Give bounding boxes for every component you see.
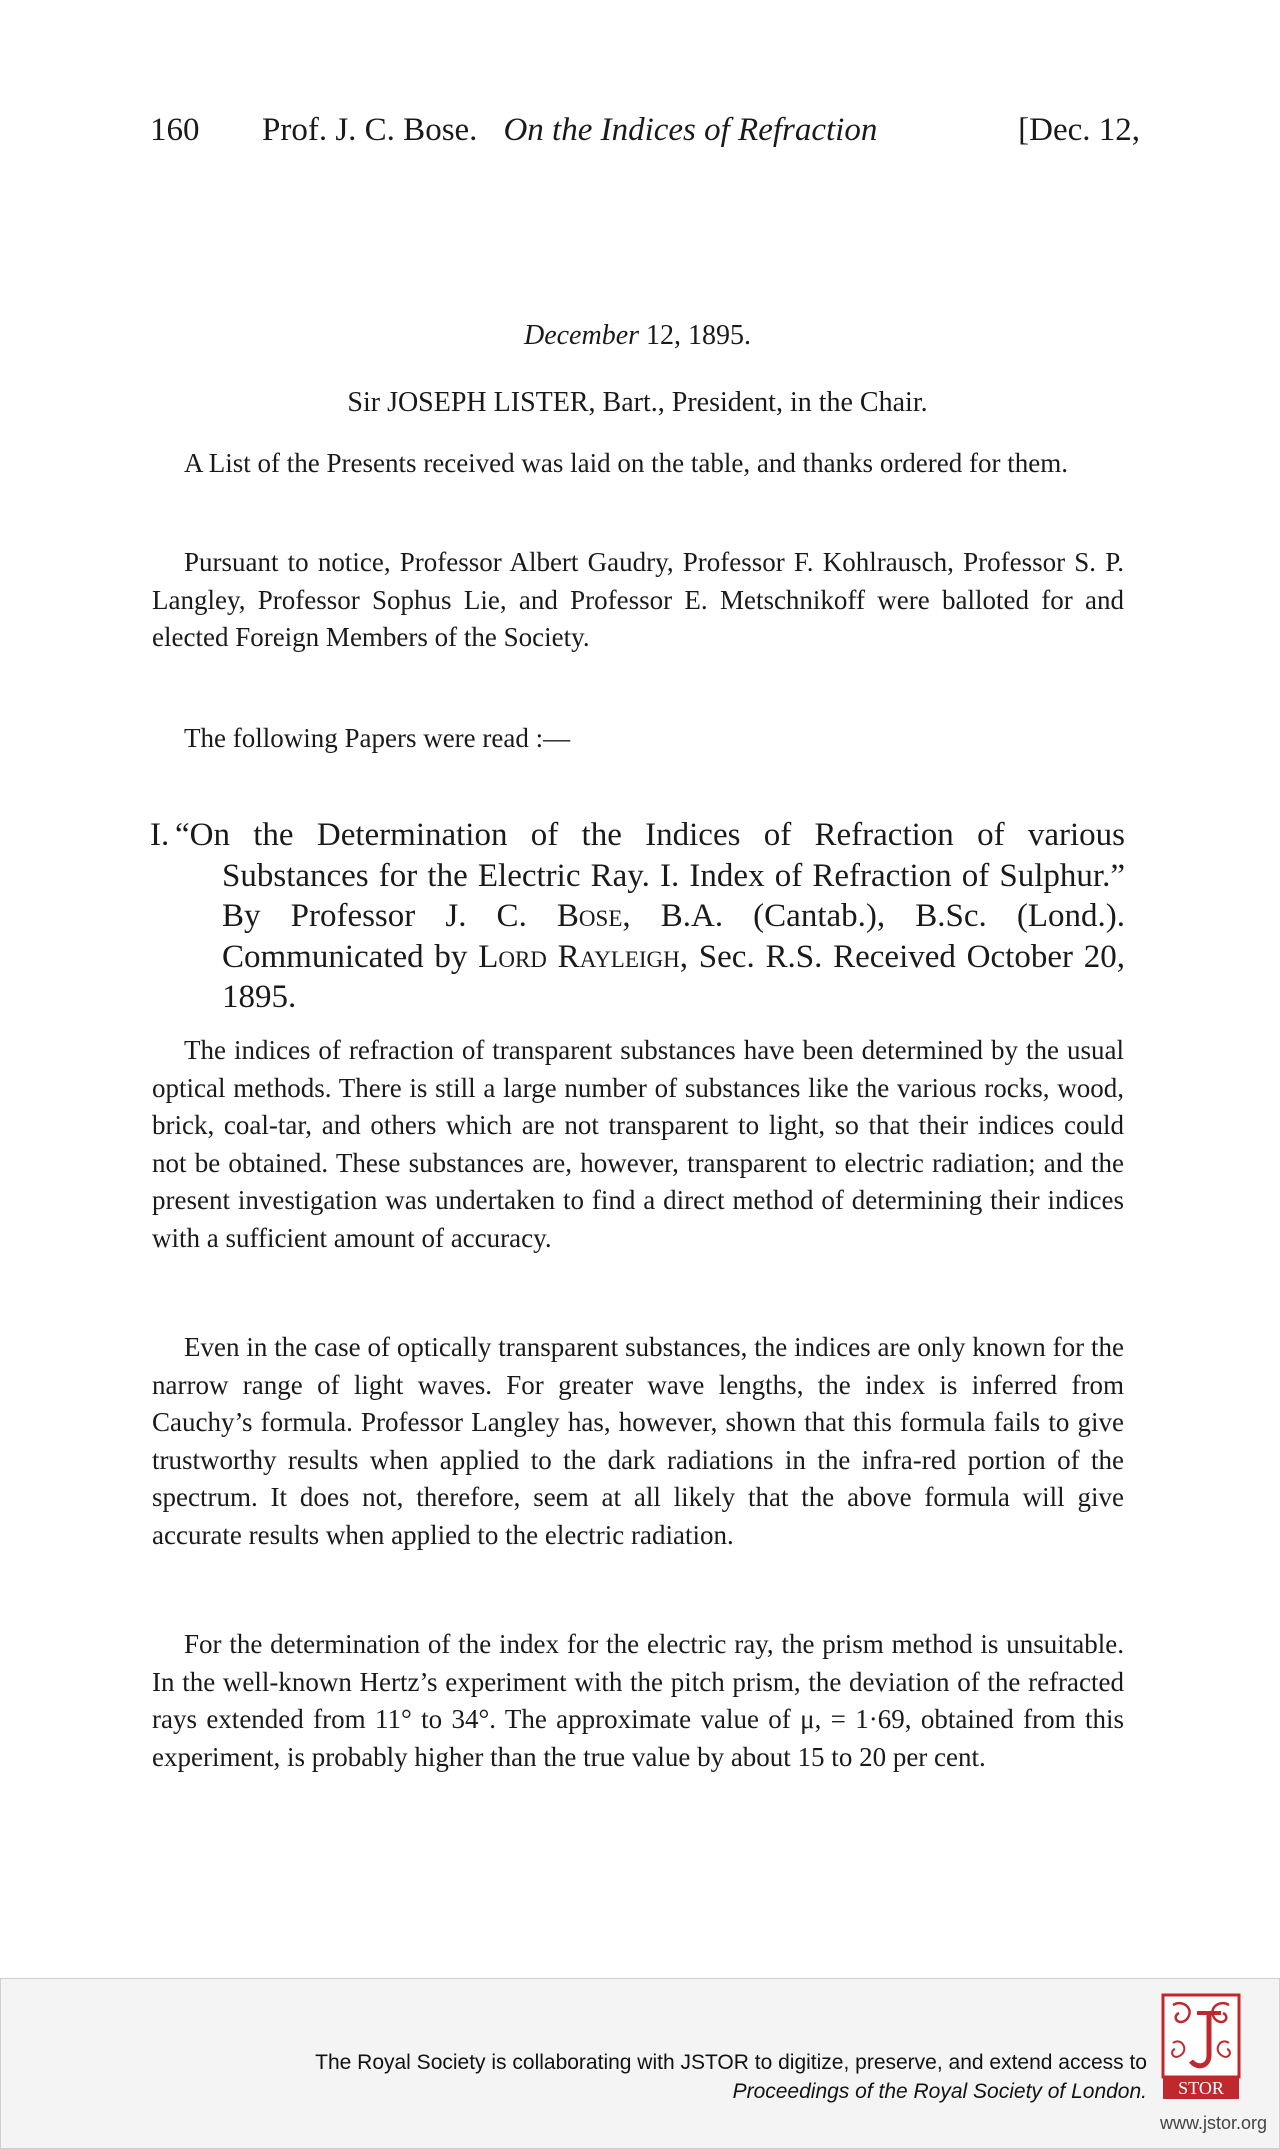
- footer-line-2: Proceedings of the Royal Society of London.: [732, 2080, 1147, 2103]
- page-number: 160: [150, 112, 200, 148]
- jstor-logo-icon[interactable]: [1159, 1993, 1243, 2101]
- presents-paragraph: A List of the Presents received was laid on the table, and thanks ordered for them.: [184, 448, 1068, 478]
- paper-title-part1: “On the Determination of the Indices of Refraction of various Substances for the Electric Ray. I. Index of Refraction of Sulphur.” By Professor J. C.: [175, 817, 1125, 934]
- running-head: [150, 112, 1140, 149]
- election-paragraph: Pursuant to notice, Professor Albert Gaudry, Professor F. Kohlrausch, Professor S. P. Langley, Professor Sophus Lie, and Professor E. Metschnikoff were balloted for and elected Foreign Members of the Society.: [152, 547, 1124, 652]
- jstor-link[interactable]: www.jstor.org: [1159, 2113, 1267, 2133]
- running-head-author: Prof. J. C. Bose.: [262, 112, 478, 148]
- body-paragraph-2: Even in the case of optically transparent substances, the indices are only known for the narrow range of light waves. For greater wave lengths, the index is inferred from Cauchy’s formula. Professor Langley has, however, shown that this formula fails to give trustworthy results when applied to the dark radiations in the infra-red portion of the spectrum. It does not, therefore, seem at all likely that the above formula will give accurate results when applied to the electric radiation.: [152, 1332, 1124, 1550]
- paper-title-text: [175, 815, 1125, 1018]
- papers-read-paragraph: The following Papers were read :—: [184, 723, 571, 753]
- paper-number: I.: [150, 817, 170, 853]
- paper-title-part2: , B.A. (Cantab.), B.Sc. (Lond.). Communicated by: [222, 898, 1125, 975]
- meeting-chair: Sir JOSEPH LISTER, Bart., President, in the Chair.: [347, 387, 928, 418]
- body-paragraph-3: For the determination of the index for the electric ray, the prism method is unsuitable. In the well-known Hertz’s experiment with the pitch prism, the deviation of the refracted rays extended from 11° to 34°. The approximate value of μ, = 1·69, obtained from this experiment, is probably higher than the true value by about 15 to 20 per cent.: [152, 1629, 1124, 1772]
- running-head-title: On the Indices of Refraction: [503, 112, 878, 148]
- paper-author: Bose: [556, 898, 623, 934]
- jstor-logo-text: STOR: [1178, 2078, 1224, 2098]
- meeting-date-rest: 12, 1895.: [639, 320, 752, 351]
- paper-title: [150, 815, 1125, 1018]
- footer-line-1: The Royal Society is collaborating with JSTOR to digitize, preserve, and extend access to: [315, 2051, 1147, 2074]
- body-paragraph-1: The indices of refraction of transparent substances have been determined by the usual optical methods. There is still a large number of substances like the various rocks, wood, brick, coal-tar, and others which are not transparent to light, so that their indices could not be obtained. These substances are, however, transparent to electric radiation; and the present investigation was undertaken to find a direct method of determining their indices with a sufficient amount of accuracy.: [152, 1035, 1124, 1253]
- paper-title-part3: , Sec. R.S. Received October 20, 1895.: [222, 938, 1125, 1015]
- meeting-date-month: December: [523, 320, 640, 351]
- jstor-footer: [0, 1978, 1280, 2149]
- meeting-date: [150, 320, 1125, 352]
- paper-communicator: Lord Rayleigh: [478, 938, 680, 975]
- running-head-date: [Dec. 12,: [1018, 112, 1140, 148]
